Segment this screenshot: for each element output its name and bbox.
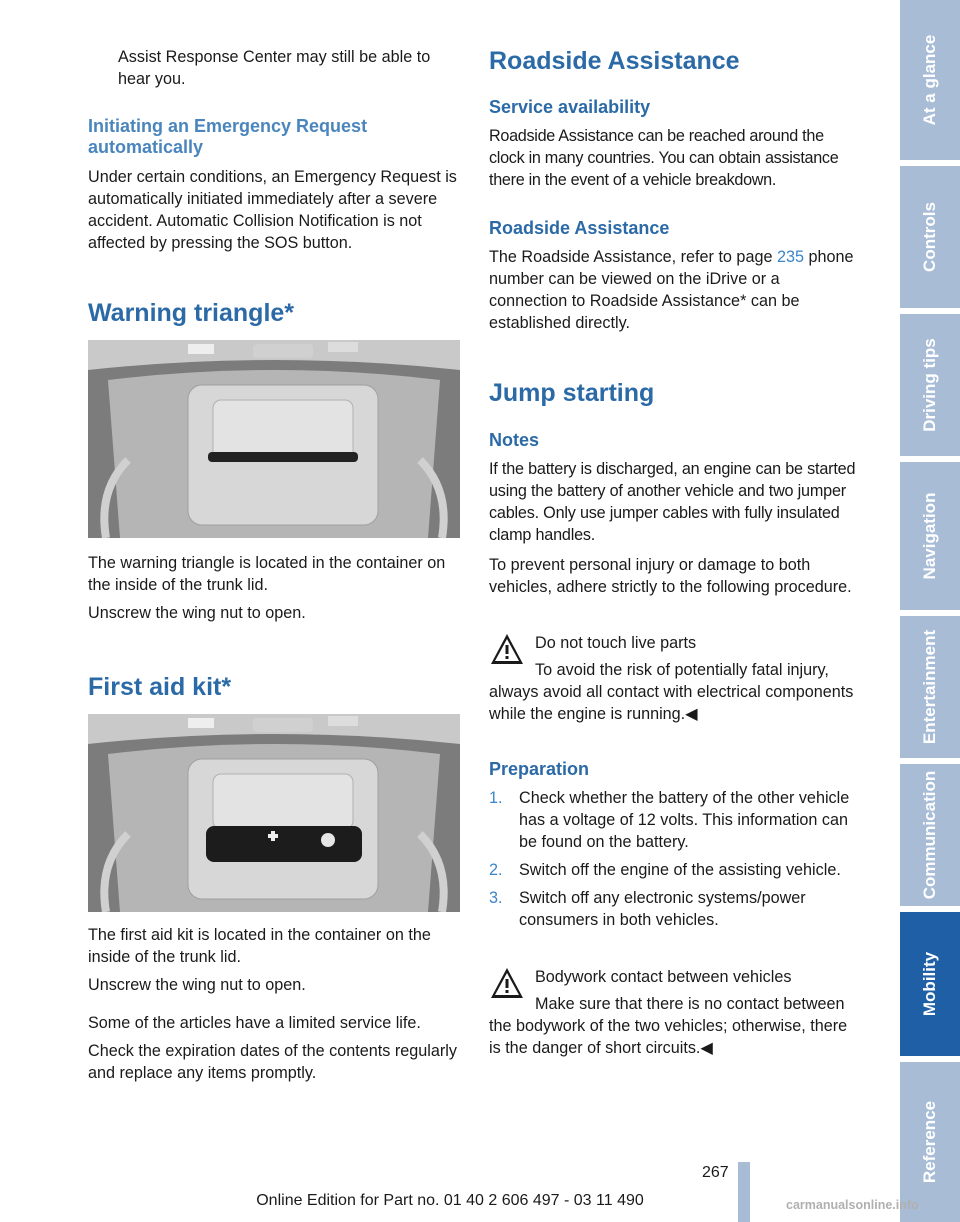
tab-communication[interactable]: Communication [900, 764, 960, 906]
warning-triangle-heading: Warning triangle* [88, 299, 295, 327]
notes-body-2: To prevent personal injury or damage to both vehicles, adhere strictly to the following procedure. [489, 556, 852, 596]
chapter-tabs [900, 0, 960, 1222]
first-aid-heading: First aid kit* [88, 673, 232, 701]
warning-live-parts-body: To avoid the risk of potentially fatal injury, always avoid all contact with electrical components while the engine is running.◀ [489, 661, 854, 723]
tab-mobility[interactable]: Mobility [900, 912, 960, 1056]
page-235-link[interactable]: 235 [776, 248, 804, 266]
preparation-step: 3. Switch off any electronic systems/power consumers in both vehicles. [489, 889, 806, 929]
jump-starting-heading: Jump starting [489, 379, 655, 407]
preparation-steps [489, 787, 861, 931]
warning-live-parts-title: Do not touch live parts [535, 634, 697, 652]
preparation-step: 2. Switch off the engine of the assisting vehicle. [489, 861, 841, 879]
footer-edition-text: Online Edition for Part no. 01 40 2 606 497 - 03 11 490 [256, 1192, 644, 1209]
first-aid-open-text: Unscrew the wing nut to open. [88, 976, 306, 994]
warning-bodywork-title: Bodywork contact between vehicles [535, 968, 792, 986]
warning-bodywork-body: Make sure that there is no contact between the bodywork of the two vehicles; otherwise, there is the danger of short circuits.◀ [489, 995, 848, 1057]
tab-controls[interactable]: Controls [900, 166, 960, 308]
warning-triangle-icon [489, 632, 525, 666]
warning-live-parts [489, 632, 861, 725]
preparation-step: 1. Check whether the battery of the other vehicle has a voltage of 12 volts. This information can be found on the battery. [489, 789, 850, 851]
first-aid-location-text: The first aid kit is located in the container on the inside of the trunk lid. [88, 926, 431, 966]
preparation-heading: Preparation [489, 759, 590, 779]
notes-body-1: If the battery is discharged, an engine can be started using the battery of another vehicle and two jumper cables. Only use jumper cables with fully insulated clamp handles. [489, 460, 856, 544]
service-availability-heading: Service availability [489, 97, 651, 117]
intro-continued-text: Assist Response Center may still be able to hear you. [118, 48, 431, 88]
service-availability-body: Roadside Assistance can be reached around the clock in many countries. You can obtain assistance there in the event of a vehicle breakdown. [489, 127, 839, 189]
tab-reference[interactable]: Reference [900, 1062, 960, 1222]
auto-emergency-heading: Initiating an Emergency Request automatically [88, 116, 368, 157]
tab-entertainment[interactable]: Entertainment [900, 616, 960, 758]
first-aid-service-life-text: Some of the articles have a limited service life. [88, 1014, 421, 1032]
first-aid-expiration-text: Check the expiration dates of the contents regularly and replace any items promptly. [88, 1042, 457, 1082]
roadside-sub-body: The Roadside Assistance, refer to page 235 phone number can be viewed on the iDrive or a connection to Roadside Assistance* can be established directly. [489, 248, 854, 332]
auto-emergency-body: Under certain conditions, an Emergency Request is automatically initiated immediately after a severe accident. Automatic Collision Notification is not affected by pressing the SOS button. [88, 168, 457, 252]
warning-triangle-icon [489, 966, 525, 1000]
watermark: carmanualsonline.info [786, 1198, 919, 1212]
first-aid-photo [88, 714, 460, 912]
tab-driving-tips[interactable]: Driving tips [900, 314, 960, 456]
tab-navigation[interactable]: Navigation [900, 462, 960, 610]
roadside-heading: Roadside Assistance [489, 47, 740, 75]
warning-triangle-open-text: Unscrew the wing nut to open. [88, 604, 306, 622]
warning-triangle-location-text: The warning triangle is located in the container on the inside of the trunk lid. [88, 554, 446, 594]
tab-at-a-glance[interactable]: At a glance [900, 0, 960, 160]
roadside-sub-heading: Roadside Assistance [489, 218, 670, 238]
notes-heading: Notes [489, 430, 540, 450]
warning-triangle-photo [88, 340, 460, 538]
warning-bodywork-contact [489, 966, 861, 1059]
page-number: 267 [702, 1164, 729, 1181]
